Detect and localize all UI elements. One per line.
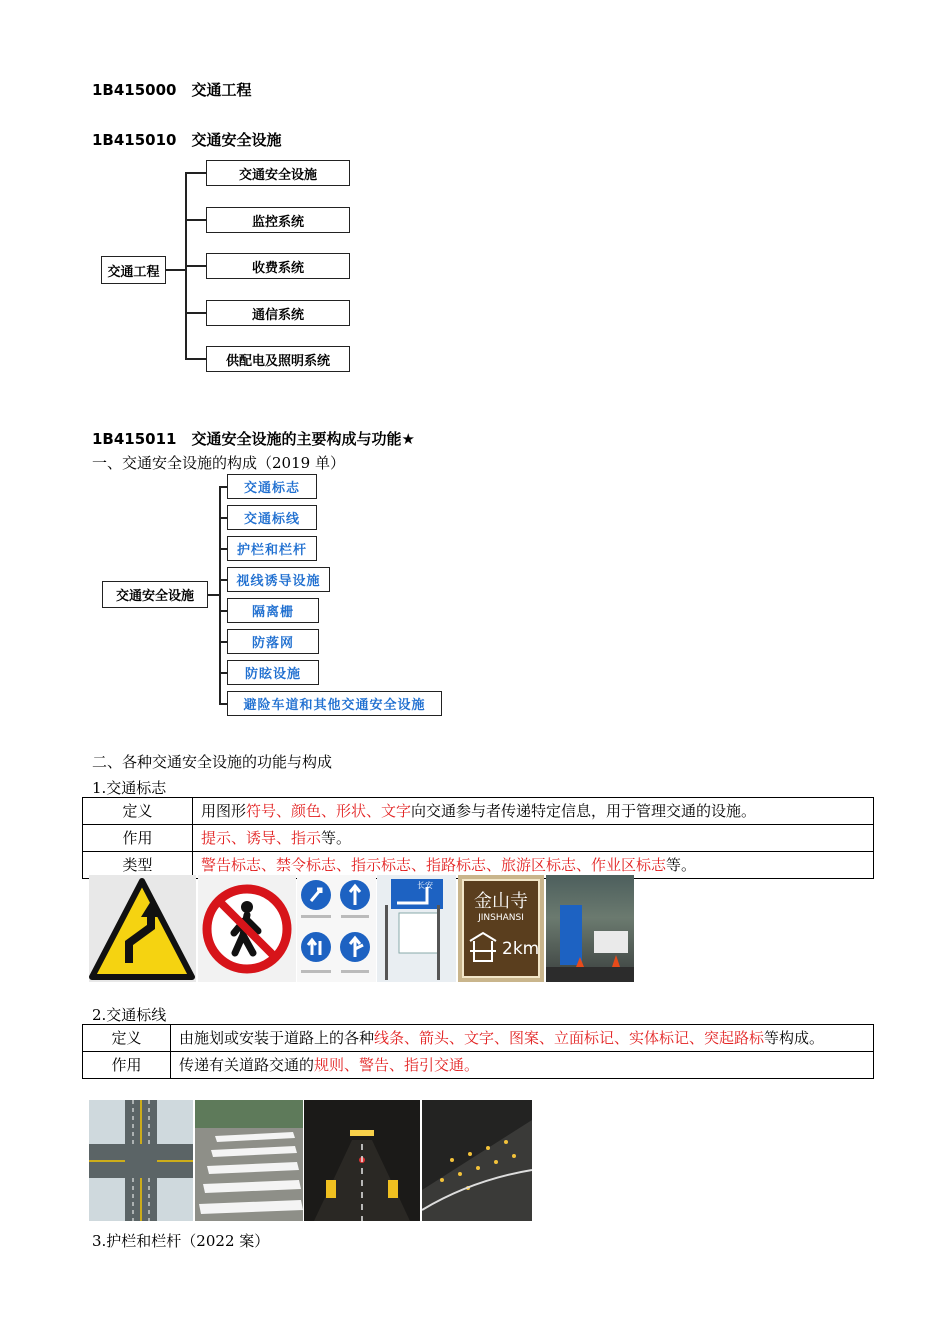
tunnel-marking-image bbox=[304, 1100, 420, 1221]
heading-1b415000: 1B415000 交通工程 bbox=[92, 81, 252, 99]
section2-title: 二、各种交通安全设施的功能与构成 bbox=[92, 753, 333, 771]
diagram2-node: 视线诱导设施 bbox=[227, 567, 330, 592]
table-row bbox=[83, 825, 874, 852]
raised-marker-image bbox=[422, 1100, 532, 1221]
diagram2-node: 交通标志 bbox=[227, 474, 317, 499]
sign-def-value: 用图形符号、颜色、形状、文字向交通参与者传递特定信息，用于管理交通的设施。 bbox=[193, 798, 874, 825]
sign-table bbox=[82, 797, 874, 879]
sign-use-label: 作用 bbox=[83, 825, 193, 852]
tourist-sign-en: JINSHANSI bbox=[478, 913, 524, 923]
diagram2-root: 交通安全设施 bbox=[102, 581, 208, 608]
crosswalk-marking-image bbox=[195, 1100, 303, 1221]
warning-sign-image bbox=[89, 875, 196, 982]
table-row bbox=[83, 798, 874, 825]
sign-use-value: 提示、诱导、指示等。 bbox=[193, 825, 874, 852]
section1-title: 一、交通安全设施的构成（2019 单） bbox=[92, 454, 345, 472]
diagram2-node: 隔离栅 bbox=[227, 598, 319, 623]
sign-type-label: 类型 bbox=[83, 852, 193, 879]
diagram2-node: 交通标线 bbox=[227, 505, 317, 530]
no-pedestrian-sign-image bbox=[198, 875, 296, 982]
intersection-marking-image bbox=[89, 1100, 193, 1221]
heading-1b415011: 1B415011 交通安全设施的主要构成与功能★ bbox=[92, 430, 415, 448]
indication-signs-image bbox=[297, 875, 376, 982]
work-zone-sign-image bbox=[546, 875, 634, 982]
diagram1-node: 监控系统 bbox=[206, 207, 350, 233]
diagram1-root: 交通工程 bbox=[101, 256, 166, 284]
diagram2-node: 防落网 bbox=[227, 629, 319, 654]
marking-table bbox=[82, 1024, 874, 1079]
diagram2-node: 护栏和栏杆 bbox=[227, 536, 317, 561]
tourist-sign-distance: 2km bbox=[502, 939, 540, 959]
marking-def-value: 由施划或安装于道路上的各种线条、箭头、文字、图案、立面标记、实体标记、突起路标等构成。 bbox=[171, 1025, 874, 1052]
guide-sign-image bbox=[377, 875, 456, 982]
table-row bbox=[83, 1025, 874, 1052]
guide-sign-label: 长安 bbox=[417, 881, 433, 890]
marking-use-value: 传递有关道路交通的规则、警告、指引交通。 bbox=[171, 1052, 874, 1079]
sign-def-label: 定义 bbox=[83, 798, 193, 825]
sign-type-value: 警告标志、禁令标志、指示标志、指路标志、旅游区标志、作业区标志等。 bbox=[193, 852, 874, 879]
sign-title: 1.交通标志 bbox=[92, 779, 167, 797]
diagram1-node: 通信系统 bbox=[206, 300, 350, 326]
heading-1b415010: 1B415010 交通安全设施 bbox=[92, 131, 282, 149]
diagram1-node: 收费系统 bbox=[206, 253, 350, 279]
marking-use-label: 作用 bbox=[83, 1052, 171, 1079]
tourist-sign-cn: 金山寺 bbox=[474, 891, 528, 912]
marking-def-label: 定义 bbox=[83, 1025, 171, 1052]
marking-title: 2.交通标线 bbox=[92, 1006, 167, 1024]
diagram1-node: 供配电及照明系统 bbox=[206, 346, 350, 372]
guardrail-title: 3.护栏和栏杆（2022 案） bbox=[92, 1232, 270, 1250]
tourist-sign-image bbox=[458, 875, 544, 982]
diagram2-node: 避险车道和其他交通安全设施 bbox=[227, 691, 442, 716]
diagram2-node: 防眩设施 bbox=[227, 660, 319, 685]
table-row bbox=[83, 1052, 874, 1079]
diagram1-node: 交通安全设施 bbox=[206, 160, 350, 186]
